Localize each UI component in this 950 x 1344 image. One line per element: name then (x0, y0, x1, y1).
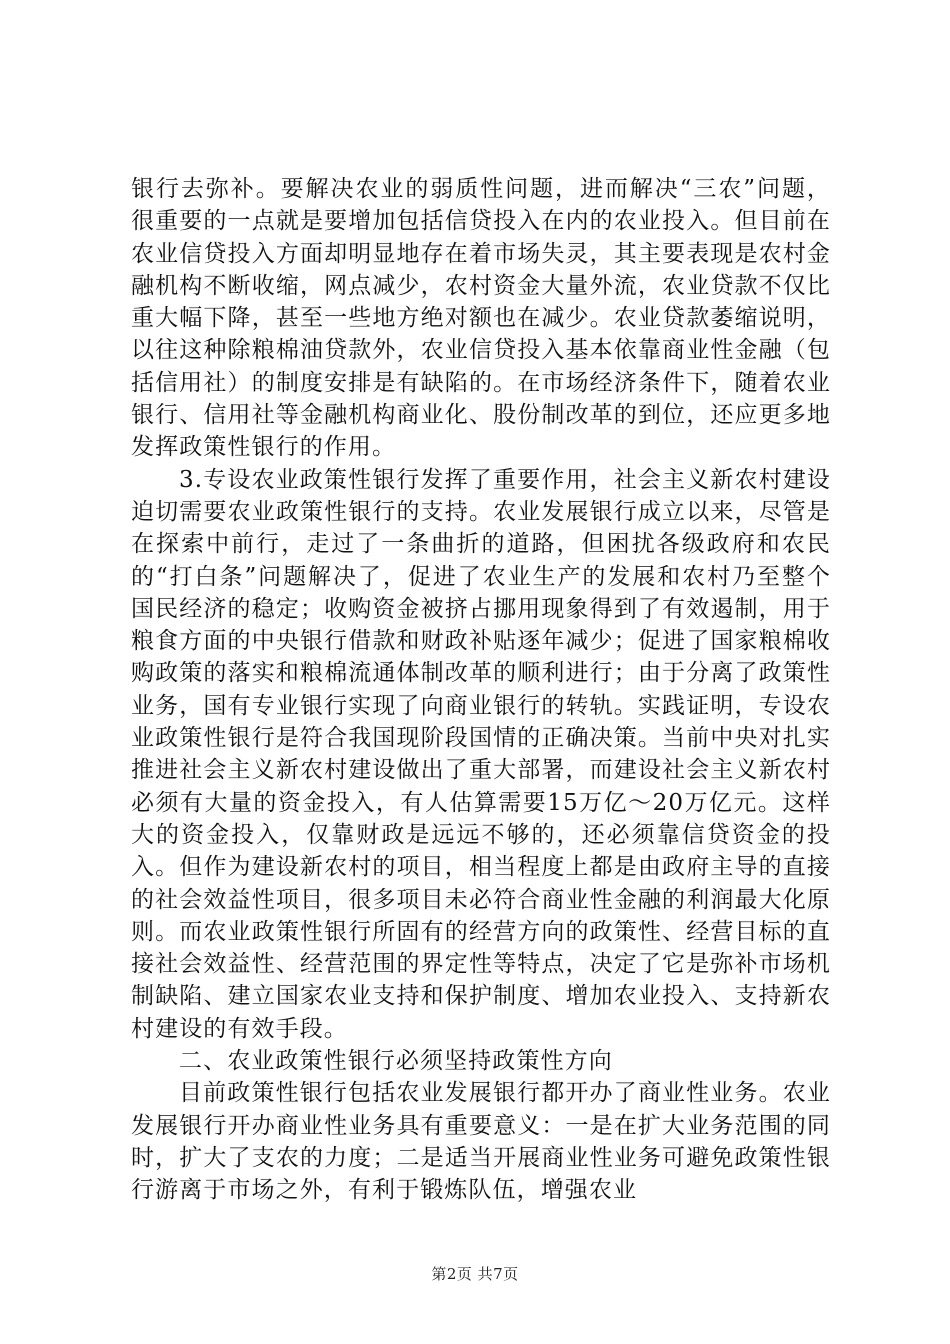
page-footer: 第2页 共7页 (431, 1265, 519, 1283)
paragraph-section-3: 3.专设农业政策性银行发挥了重要作用，社会主义新农村建设迫切需要农业政策性银行的支持。农业发展银行成立以来，尽管是在探索中前行，走过了一条曲折的道路，但困扰各级政府和农民的“打白条”问题解决了，促进了农业生产的发展和农村乃至整个国民经济的稳定；收购资金被挤占挪用现象得到了有效遏制，用于粮食方面的中央银行借款和财政补贴逐年减少；促进了国家粮棉收购政策的落实和粮棉流通体制改革的顺利进行；由于分离了政策性业务，国有专业银行实现了向商业银行的转轨。实践证明，专设农业政策性银行是符合我国现阶段国情的正确决策。当前中央对扎实推进社会主义新农村建设做出了重大部署，而建设社会主义新农村必须有大量的资金投入，有人估算需要15万亿～20万亿元。这样大的资金投入，仅靠财政是远远不够的，还必须靠信贷资金的投入。但作为建设新农村的项目，相当程度上都是由政府主导的直接的社会效益性项目，很多项目未必符合商业性金融的利润最大化原则。而农业政策性银行所固有的经营方向的政策性、经营目标的直接社会效益性、经营范围的界定性等特点，决定了它是弥补市场机制缺陷、建立国家农业支持和保护制度、增加农业投入、支持新农村建设的有效手段。 (131, 466, 831, 1042)
body-text (131, 173, 831, 1207)
paragraph-continuation: 银行去弥补。要解决农业的弱质性问题，进而解决“三农”问题，很重要的一点就是要增加包括信贷投入在内的农业投入。但目前在农业信贷投入方面却明显地存在着市场失灵，其主要表现是农村金融机构不断收缩，网点减少，农村资金大量外流，农业贷款不仅比重大幅下降，甚至一些地方绝对额也在减少。农业贷款萎缩说明，以往这种除粮棉油贷款外，农业信贷投入基本依靠商业性金融（包括信用社）的制度安排是有缺陷的。在市场经济条件下，随着农业银行、信用社等金融机构商业化、股份制改革的到位，还应更多地发挥政策性银行的作用。 (131, 176, 831, 461)
section-heading-2: 二、农业政策性银行必须坚持政策性方向 (179, 1048, 613, 1075)
paragraph-commercial-business: 目前政策性银行包括农业发展银行都开办了商业性业务。农业发展银行开办商业性业务具有重要意义：一是在扩大业务范围的同时，扩大了支农的力度；二是适当开展商业性业务可避免政策性银行游离于市场之外，有利于锻炼队伍，增强农业 (131, 1080, 831, 1204)
